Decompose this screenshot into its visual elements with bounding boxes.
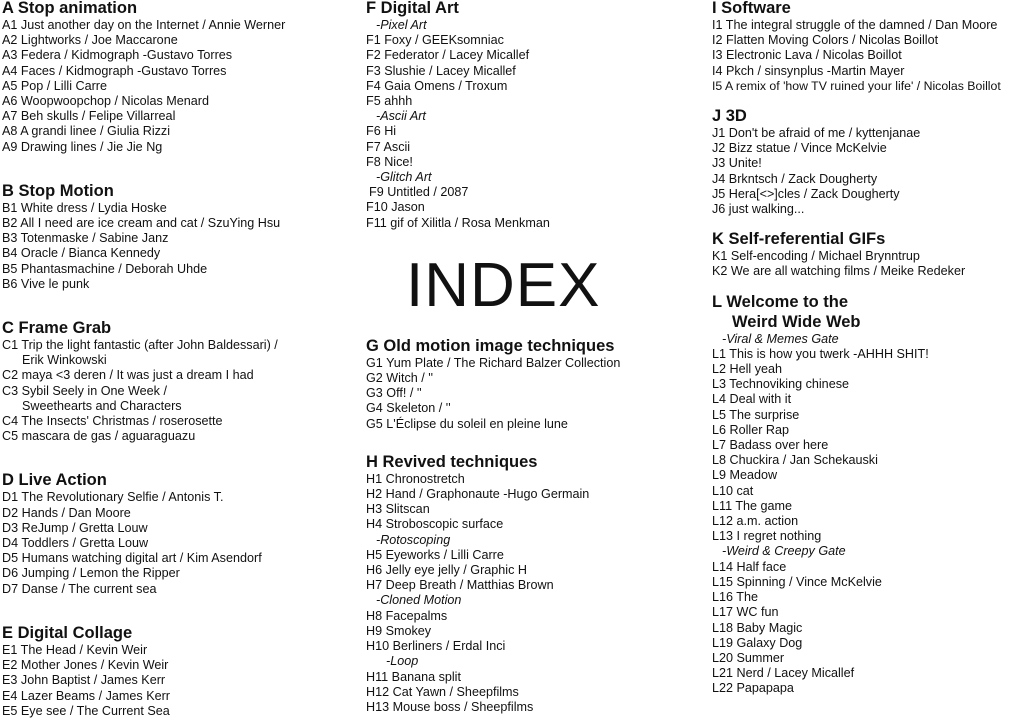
list-item: C2 maya <3 deren / It was just a dream I had bbox=[2, 368, 254, 383]
section-list bbox=[2, 201, 358, 292]
column-right bbox=[712, 0, 1024, 697]
section-heading: D Live Action bbox=[2, 471, 107, 490]
list-item: L21 Nerd / Lacey Micallef bbox=[712, 666, 855, 681]
list-item: J5 Hera[<>]cles / Zack Dougherty bbox=[712, 186, 900, 201]
section-list bbox=[712, 249, 1024, 279]
list-item: E3 John Baptist / James Kerr bbox=[2, 673, 166, 688]
list-item: G4 Skeleton / '' bbox=[366, 401, 451, 416]
list-item: L1 This is how you twerk -AHHH SHIT! bbox=[712, 346, 929, 361]
list-item: G3 Off! / '' bbox=[366, 386, 422, 401]
list-item: H1 Chronostretch bbox=[366, 471, 465, 486]
list-item: J4 Brkntsch / Zack Dougherty bbox=[712, 171, 878, 186]
list-item: F5 ahhh bbox=[366, 94, 413, 109]
list-item: H6 Jelly eye jelly / Graphic H bbox=[366, 563, 527, 578]
list-item: G1 Yum Plate / The Richard Balzer Collection bbox=[366, 355, 621, 370]
list-item: D3 ReJump / Gretta Louw bbox=[2, 520, 148, 535]
list-item: H4 Stroboscopic surface bbox=[366, 517, 504, 532]
list-item: E4 Lazer Beams / James Kerr bbox=[2, 688, 170, 703]
list-item: L14 Half face bbox=[712, 559, 787, 574]
list-item: A4 Faces / Kidmograph -Gustavo Torres bbox=[2, 63, 227, 78]
list-item: L19 Galaxy Dog bbox=[712, 635, 803, 650]
list-item: H11 Banana split bbox=[366, 669, 461, 684]
list-item: H9 Smokey bbox=[366, 623, 432, 638]
section-list bbox=[2, 18, 358, 155]
list-item: L20 Summer bbox=[712, 650, 785, 665]
list-item: F6 Hi bbox=[366, 124, 397, 139]
section-heading-continued: Weird Wide Web bbox=[732, 312, 861, 331]
section-list bbox=[366, 18, 696, 231]
section-c bbox=[2, 318, 358, 444]
section-b bbox=[2, 181, 358, 292]
list-item: I4 Pkch / sinsynplus -Martin Mayer bbox=[712, 63, 905, 78]
list-item: F8 Nice! bbox=[366, 154, 413, 169]
page-title: INDEX bbox=[406, 251, 601, 320]
section-heading: K Self-referential GIFs bbox=[712, 230, 886, 249]
list-item: L17 WC fun bbox=[712, 605, 779, 620]
list-item: J2 Bizz statue / Vince McKelvie bbox=[712, 141, 887, 156]
subcategory-label: -Cloned Motion bbox=[376, 593, 462, 608]
subcategory-label: -Rotoscoping bbox=[376, 532, 451, 547]
section-heading: H Revived techniques bbox=[366, 452, 538, 471]
list-item: K2 We are all watching films / Meike Redeker bbox=[712, 264, 966, 279]
list-item: H13 Mouse boss / Sheepfilms bbox=[366, 699, 534, 714]
list-item: B2 All I need are ice cream and cat / SzuYing Hsu bbox=[2, 216, 281, 231]
column-middle bbox=[366, 0, 696, 715]
section-i bbox=[712, 0, 1024, 94]
list-item: B5 Phantasmachine / Deborah Uhde bbox=[2, 261, 208, 276]
list-item: L22 Papapapa bbox=[712, 681, 794, 696]
list-item: G2 Witch / '' bbox=[366, 371, 434, 386]
column-left bbox=[2, 0, 358, 719]
list-item: L11 The game bbox=[712, 498, 793, 513]
list-item: F9 Untitled / 2087 bbox=[369, 185, 469, 200]
list-item: F2 Federator / Lacey Micallef bbox=[366, 48, 530, 63]
list-item: B6 Vive le punk bbox=[2, 276, 90, 291]
list-item: F10 Jason bbox=[366, 200, 425, 215]
list-item: D1 The Revolutionary Selfie / Antonis T. bbox=[2, 490, 224, 505]
list-item: B1 White dress / Lydia Hoske bbox=[2, 200, 167, 215]
list-item: A2 Lightworks / Joe Maccarone bbox=[2, 33, 178, 48]
list-item: L16 The bbox=[712, 590, 758, 605]
list-item: L13 I regret nothing bbox=[712, 529, 822, 544]
section-heading: E Digital Collage bbox=[2, 623, 133, 642]
list-item: C5 mascara de gas / aguaraguazu bbox=[2, 429, 196, 444]
section-heading: G Old motion image techniques bbox=[366, 336, 615, 355]
section-list bbox=[712, 18, 1024, 94]
section-heading: I Software bbox=[712, 0, 791, 17]
list-item: L5 The surprise bbox=[712, 407, 800, 422]
list-item: A5 Pop / Lilli Carre bbox=[2, 78, 107, 93]
section-h bbox=[366, 452, 696, 715]
list-item: H7 Deep Breath / Matthias Brown bbox=[366, 578, 554, 593]
section-list bbox=[712, 126, 1024, 217]
subcategory-label: -Weird & Creepy Gate bbox=[722, 544, 846, 559]
section-heading: J 3D bbox=[712, 107, 747, 126]
section-heading: B Stop Motion bbox=[2, 181, 114, 200]
section-list bbox=[712, 332, 1024, 697]
list-item: L8 Chuckira / Jan Schekauski bbox=[712, 453, 878, 468]
list-item: D7 Danse / The current sea bbox=[2, 581, 157, 596]
list-item: I3 Electronic Lava / Nicolas Boillot bbox=[712, 48, 902, 63]
list-item: D5 Humans watching digital art / Kim Asendorf bbox=[2, 551, 262, 566]
list-item: J3 Unite! bbox=[712, 156, 762, 171]
section-f bbox=[366, 0, 696, 231]
list-item: F3 Slushie / Lacey Micallef bbox=[366, 63, 516, 78]
section-heading: A Stop animation bbox=[2, 0, 138, 17]
section-j bbox=[712, 106, 1024, 217]
list-item: A9 Drawing lines / Jie Jie Ng bbox=[2, 139, 163, 154]
list-item: H2 Hand / Graphonaute -Hugo Germain bbox=[366, 487, 590, 502]
list-item: H10 Berliners / Erdal Inci bbox=[366, 639, 506, 654]
list-item: H5 Eyeworks / Lilli Carre bbox=[366, 547, 504, 562]
list-item: L4 Deal with it bbox=[712, 392, 792, 407]
list-item: A8 A grandi linee / Giulia Rizzi bbox=[2, 124, 171, 139]
list-item: E1 The Head / Kevin Weir bbox=[2, 642, 148, 657]
list-item: L15 Spinning / Vince McKelvie bbox=[712, 574, 882, 589]
list-item: C1 Trip the light fantastic (after John Baldessari) / bbox=[2, 338, 278, 353]
list-item: L12 a.m. action bbox=[712, 514, 799, 529]
section-k bbox=[712, 229, 1024, 279]
list-item: L3 Technoviking chinese bbox=[712, 377, 849, 392]
list-item: I2 Flatten Moving Colors / Nicolas Boillot bbox=[712, 33, 939, 48]
list-item: L10 cat bbox=[712, 483, 754, 498]
subcategory-label: -Viral & Memes Gate bbox=[722, 331, 839, 346]
list-item: L6 Roller Rap bbox=[712, 422, 790, 437]
list-item: F11 gif of Xilitla / Rosa Menkman bbox=[366, 215, 550, 230]
list-item: L7 Badass over here bbox=[712, 438, 829, 453]
list-item: C4 The Insects' Christmas / roserosette bbox=[2, 414, 223, 429]
section-d bbox=[2, 470, 358, 596]
list-item: K1 Self-encoding / Michael Brynntrup bbox=[712, 249, 920, 264]
section-heading: F Digital Art bbox=[366, 0, 459, 17]
list-item: J1 Don't be afraid of me / kyttenjanae bbox=[712, 126, 921, 141]
list-item: B3 Totenmaske / Sabine Janz bbox=[2, 231, 169, 246]
subcategory-label: -Pixel Art bbox=[376, 18, 427, 32]
section-list bbox=[366, 472, 696, 715]
section-list bbox=[2, 643, 358, 719]
section-list bbox=[366, 356, 696, 432]
list-item: D6 Jumping / Lemon the Ripper bbox=[2, 566, 180, 581]
list-item: Sweethearts and Characters bbox=[22, 398, 182, 413]
subcategory-label: -Loop bbox=[386, 654, 419, 669]
list-item: H8 Facepalms bbox=[366, 608, 448, 623]
list-item: L2 Hell yeah bbox=[712, 362, 783, 377]
section-list bbox=[2, 490, 358, 596]
section-a bbox=[2, 0, 358, 155]
list-item: B4 Oracle / Bianca Kennedy bbox=[2, 246, 161, 261]
list-item: I5 A remix of 'how TV ruined your life' / Nicolas Boillot bbox=[712, 78, 1001, 93]
list-item: D4 Toddlers / Gretta Louw bbox=[2, 536, 149, 551]
list-item: F7 Ascii bbox=[366, 139, 411, 154]
list-item: H3 Slitscan bbox=[366, 502, 430, 517]
section-heading: C Frame Grab bbox=[2, 319, 112, 338]
list-item: F4 Gaia Omens / Troxum bbox=[366, 78, 508, 93]
list-item: A1 Just another day on the Internet / Annie Werner bbox=[2, 18, 286, 32]
section-g bbox=[366, 336, 696, 432]
section-heading: L Welcome to the bbox=[712, 292, 848, 311]
list-item: L18 Baby Magic bbox=[712, 620, 803, 635]
subcategory-label: -Ascii Art bbox=[376, 109, 426, 124]
section-list bbox=[2, 338, 358, 444]
list-item: Erik Winkowski bbox=[22, 353, 107, 368]
list-item: A3 Federa / Kidmograph -Gustavo Torres bbox=[2, 48, 233, 63]
list-item: G5 L'Éclipse du soleil en pleine lune bbox=[366, 416, 568, 431]
list-item: C3 Sybil Seely in One Week / bbox=[2, 383, 167, 398]
section-l bbox=[712, 292, 1024, 697]
list-item: J6 just walking... bbox=[712, 202, 805, 217]
subcategory-label: -Glitch Art bbox=[376, 170, 432, 185]
list-item: A7 Beh skulls / Felipe Villarreal bbox=[2, 109, 176, 124]
list-item: H12 Cat Yawn / Sheepfilms bbox=[366, 684, 519, 699]
list-item: D2 Hands / Dan Moore bbox=[2, 505, 131, 520]
list-item: L9 Meadow bbox=[712, 468, 778, 483]
list-item: E2 Mother Jones / Kevin Weir bbox=[2, 658, 169, 673]
list-item: A6 Woopwoopchop / Nicolas Menard bbox=[2, 94, 209, 109]
list-item: F1 Foxy / GEEKsomniac bbox=[366, 33, 504, 48]
list-item: E5 Eye see / The Current Sea bbox=[2, 703, 170, 718]
section-e bbox=[2, 623, 358, 719]
list-item: I1 The integral struggle of the damned / Dan Moore bbox=[712, 18, 998, 32]
